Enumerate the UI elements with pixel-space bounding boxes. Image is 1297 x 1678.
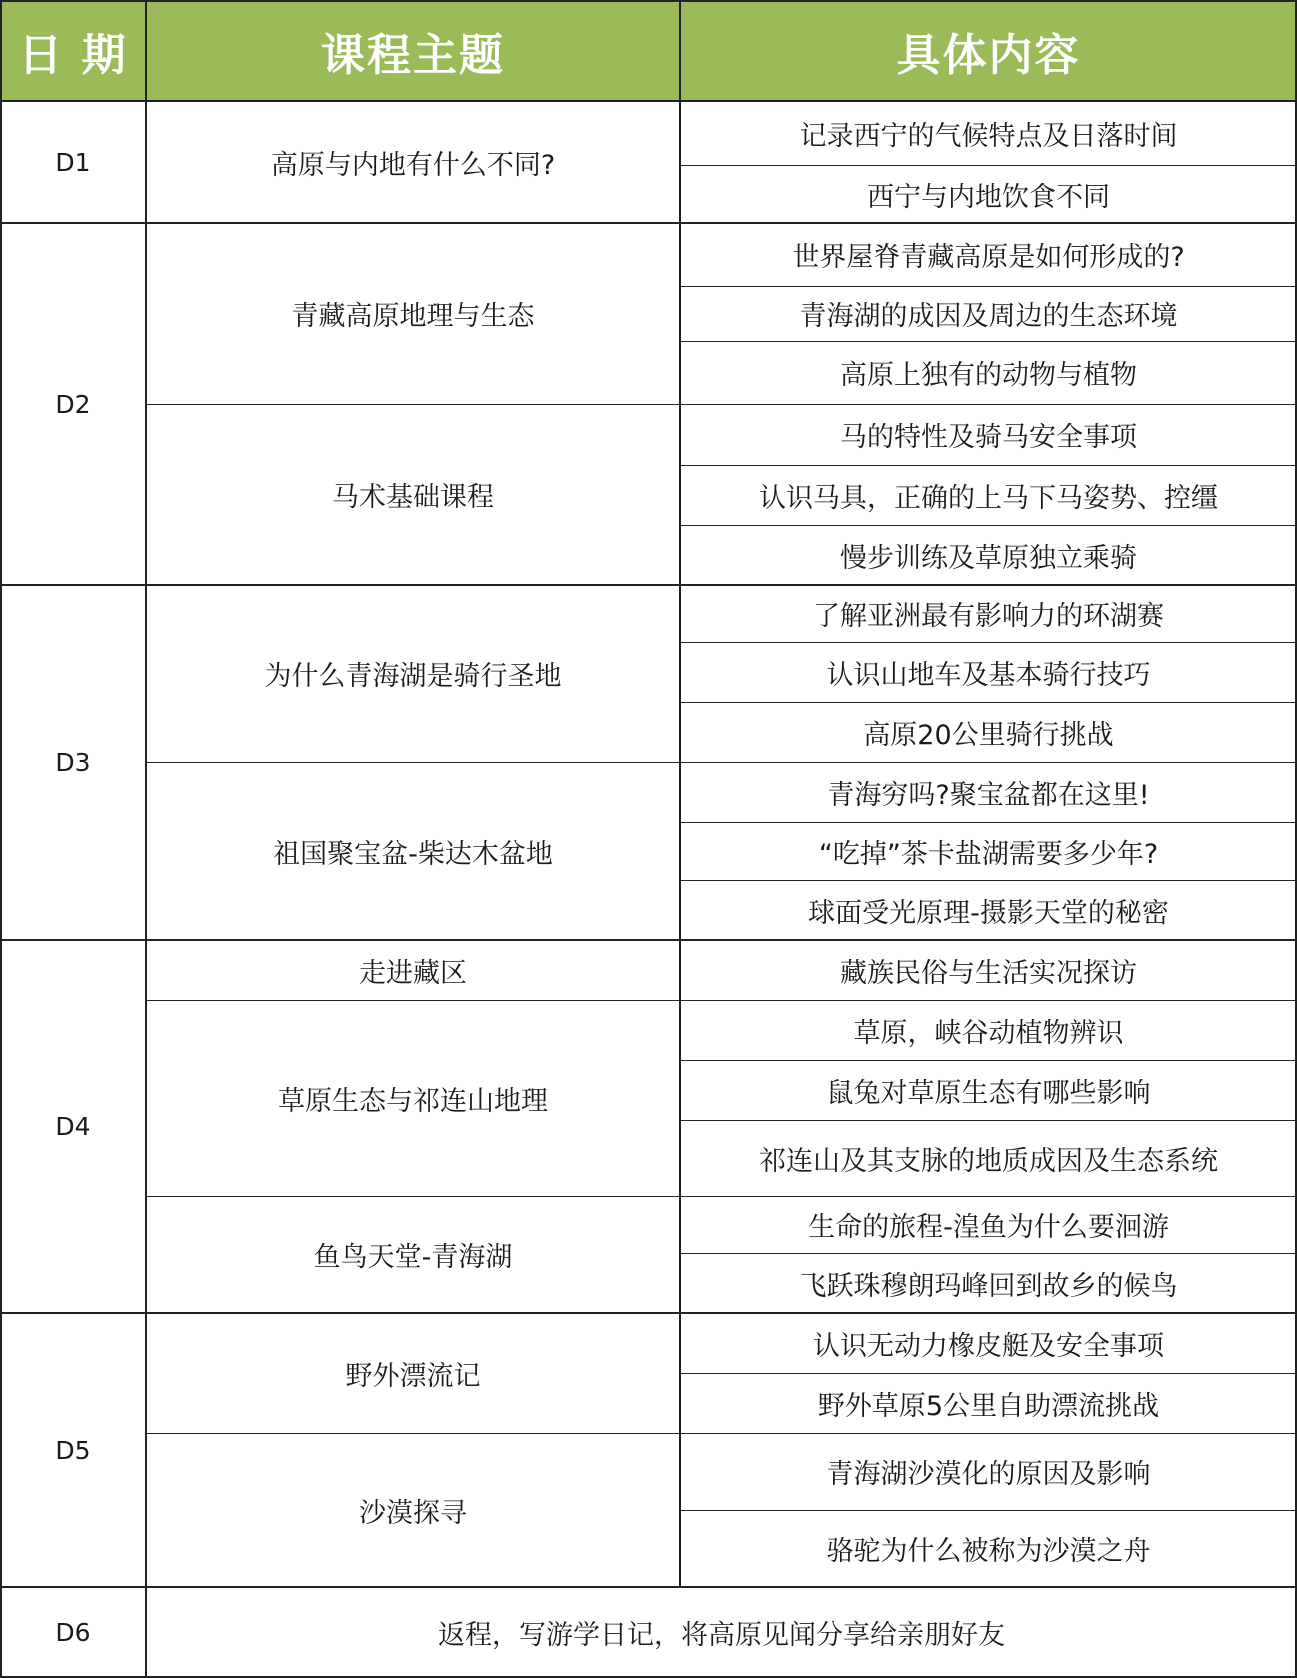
topic-cell: 为什么青海湖是骑行圣地 <box>264 661 562 692</box>
item-divider <box>680 822 1297 823</box>
content-item: 生命的旅程-湟鱼为什么要洄游 <box>808 1212 1169 1243</box>
content-item: 马的特性及骑马安全事项 <box>840 422 1137 453</box>
column-divider <box>145 1587 147 1678</box>
topic-divider <box>146 1196 1297 1197</box>
content-item: 青海湖的成因及周边的生态环境 <box>799 301 1178 332</box>
merged-content-cell: 返程，写游学日记，将高原见闻分享给亲朋好友 <box>438 1620 1005 1651</box>
topic-divider <box>146 1000 1297 1001</box>
content-item: 西宁与内地饮食不同 <box>867 181 1110 213</box>
row-divider <box>0 222 1297 224</box>
item-divider <box>680 702 1297 703</box>
content-item: 认识山地车及基本骑行技巧 <box>826 659 1151 691</box>
content-item: 草原，峡谷动植物辨识 <box>853 1017 1124 1049</box>
row-divider <box>0 100 1297 102</box>
row-divider <box>0 939 1297 941</box>
day-label: D3 <box>55 748 91 777</box>
content-item: 鼠兔对草原生态有哪些影响 <box>826 1077 1151 1109</box>
content-item: 了解亚洲最有影响力的环湖赛 <box>813 601 1164 632</box>
day-label: D2 <box>55 389 91 419</box>
row-divider <box>0 0 1297 2</box>
header-content: 具体内容 <box>680 0 1297 101</box>
row-divider <box>0 1586 1297 1588</box>
item-divider <box>680 525 1297 526</box>
topic-cell: 青藏高原地理与生态 <box>291 301 535 332</box>
item-divider <box>680 1510 1297 1511</box>
item-divider <box>680 1253 1297 1254</box>
content-item: 青海穷吗?聚宝盆都在这里! <box>827 779 1150 811</box>
header-topic: 课程主题 <box>146 0 680 101</box>
topic-divider <box>146 404 1297 405</box>
content-item: 藏族民俗与生活实况探访 <box>840 957 1137 989</box>
day-label: D1 <box>55 147 91 177</box>
content-item: 高原上独有的动物与植物 <box>840 360 1137 391</box>
content-item: 世界屋脊青藏高原是如何形成的? <box>792 242 1185 273</box>
column-divider <box>0 0 2 1678</box>
item-divider <box>680 880 1297 881</box>
item-divider <box>680 1373 1297 1374</box>
item-divider <box>680 165 1297 166</box>
header-date: 日 期 <box>0 0 146 101</box>
content-item: 青海湖沙漠化的原因及影响 <box>826 1459 1151 1490</box>
content-item: 记录西宁的气候特点及日落时间 <box>799 120 1178 152</box>
content-item: 飞跃珠穆朗玛峰回到故乡的候鸟 <box>799 1270 1178 1302</box>
item-divider <box>680 286 1297 287</box>
topic-cell: 鱼鸟天堂-青海湖 <box>313 1242 513 1273</box>
topic-divider <box>146 1433 1297 1434</box>
content-item: 球面受光原理-摄影天堂的秘密 <box>808 897 1169 929</box>
day-label: D5 <box>55 1435 91 1465</box>
topic-cell: 草原生态与祁连山地理 <box>278 1085 548 1117</box>
content-item: 骆驼为什么被称为沙漠之舟 <box>826 1536 1151 1567</box>
topic-cell: 野外漂流记 <box>345 1360 481 1392</box>
day-label: D6 <box>55 1618 91 1647</box>
column-divider <box>679 0 681 1587</box>
item-divider <box>680 642 1297 643</box>
row-divider <box>0 584 1297 586</box>
topic-divider <box>146 762 1297 763</box>
topic-cell: 马术基础课程 <box>332 482 494 513</box>
content-item: “吃掉”茶卡盐湖需要多少年? <box>818 838 1159 870</box>
row-divider <box>0 1312 1297 1314</box>
item-divider <box>680 341 1297 342</box>
topic-cell: 高原与内地有什么不同? <box>270 149 556 181</box>
content-item: 认识马具，正确的上马下马姿势、控缰 <box>759 482 1218 514</box>
topic-cell: 走进藏区 <box>359 957 467 989</box>
day-label: D4 <box>55 1112 91 1141</box>
content-item: 慢步训练及草原独立乘骑 <box>840 542 1137 574</box>
item-divider <box>680 1060 1297 1061</box>
column-divider <box>145 0 147 1587</box>
item-divider <box>680 1120 1297 1121</box>
content-item: 高原20公里骑行挑战 <box>863 719 1114 751</box>
topic-cell: 祖国聚宝盆-柴达木盆地 <box>273 838 553 870</box>
topic-cell: 沙漠探寻 <box>359 1497 467 1529</box>
item-divider <box>680 465 1297 466</box>
content-item: 野外草原5公里自助漂流挑战 <box>817 1390 1160 1422</box>
content-item: 认识无动力橡皮艇及安全事项 <box>813 1330 1164 1362</box>
content-item: 祁连山及其支脉的地质成因及生态系统 <box>759 1145 1218 1177</box>
